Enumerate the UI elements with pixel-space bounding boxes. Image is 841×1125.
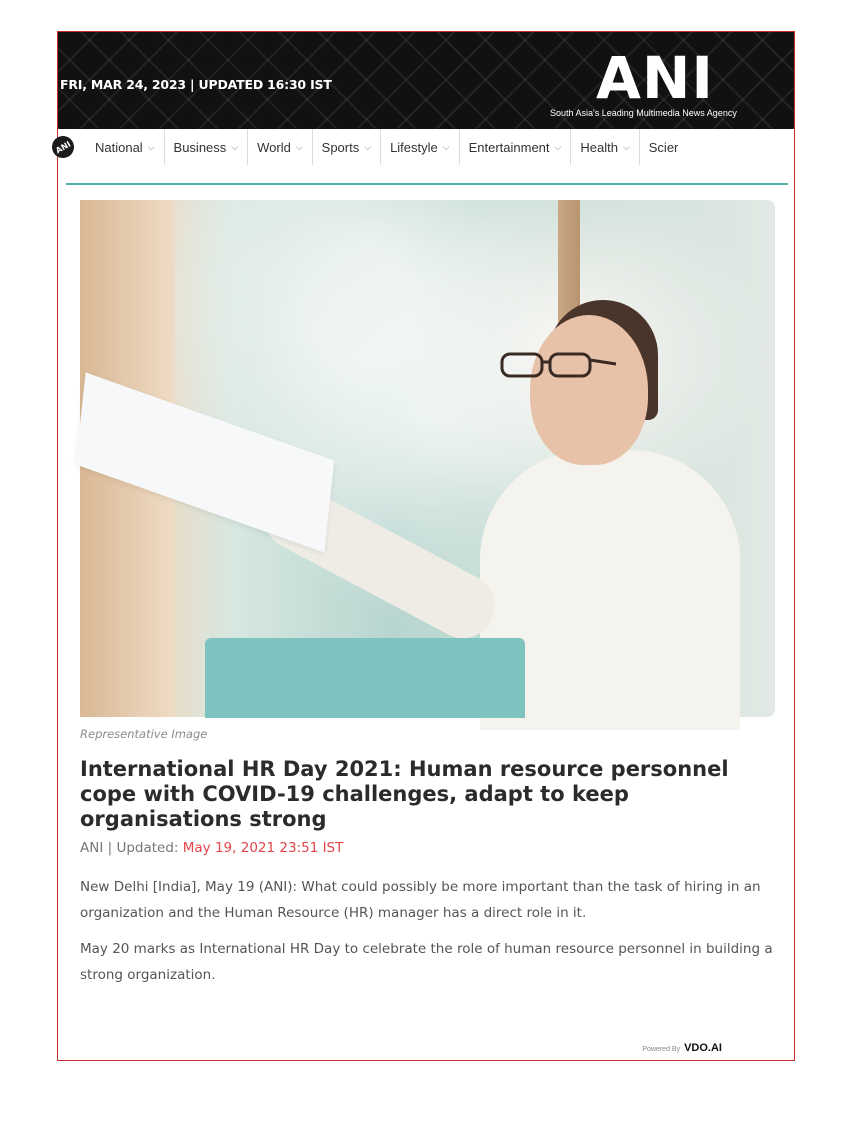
nav-item-world[interactable] (248, 129, 313, 165)
nav-item-lifestyle[interactable] (381, 129, 460, 165)
nav-item-science[interactable] (640, 129, 688, 165)
nav-item-label: Scier (648, 139, 679, 155)
chevron-down-icon: ⌵ (442, 141, 450, 152)
nav-item-label: World (257, 139, 291, 155)
image-caption: Representative Image (80, 727, 208, 741)
chevron-down-icon: ⌵ (554, 141, 562, 152)
dateline: FRI, MAR 24, 2023 | UPDATED 16:30 IST (60, 77, 332, 92)
nav-item-label: Lifestyle (390, 139, 438, 155)
nav-item-entertainment[interactable] (460, 129, 572, 165)
nav-item-label: Sports (321, 139, 360, 155)
byline (80, 840, 775, 856)
main-nav (53, 129, 794, 165)
logo-text: ANI (595, 44, 714, 112)
site-header (58, 32, 794, 129)
logo-tagline: South Asia's Leading Multimedia News Agency (550, 108, 737, 118)
nav-item-business[interactable] (165, 129, 249, 165)
nav-item-sports[interactable] (313, 129, 381, 165)
page-frame (53, 31, 795, 1061)
powered-by-label: Powered By (642, 1046, 681, 1053)
article (80, 200, 775, 988)
image-person-head (530, 315, 648, 465)
chevron-down-icon: ⌵ (364, 141, 372, 152)
powered-by-vdo[interactable] (642, 1042, 722, 1054)
nav-item-national[interactable] (86, 129, 165, 165)
hero-image[interactable] (80, 200, 775, 717)
nav-item-label: Business (173, 139, 227, 155)
nav-item-label: Entertainment (468, 139, 550, 155)
image-glasses (500, 350, 618, 380)
chevron-down-icon: ⌵ (147, 141, 155, 152)
article-headline: International HR Day 2021: Human resource personnel cope with COVID-19 challenges, adapt to keep organisations strong (80, 757, 729, 831)
chevron-down-icon: ⌵ (231, 141, 239, 152)
nav-item-label: National (95, 139, 143, 155)
article-paragraph: May 20 marks as International HR Day to celebrate the role of human resource personnel in building a strong organization. (80, 941, 773, 983)
byline-source: ANI | Updated: (80, 840, 179, 856)
byline-timestamp: May 19, 2021 23:51 IST (182, 840, 344, 856)
chevron-down-icon: ⌵ (295, 141, 303, 152)
chevron-down-icon: ⌵ (622, 141, 630, 152)
home-badge[interactable] (53, 129, 86, 165)
article-paragraph: New Delhi [India], May 19 (ANI): What could possibly be more important than the task of hiring in an organization and the Human Resource (HR) manager has a direct role in it. (80, 879, 761, 921)
ani-logo[interactable] (550, 44, 740, 124)
vdo-logo: VDO.AI (684, 1042, 722, 1054)
ani-badge-icon: ANI (48, 132, 78, 162)
nav-item-label: Health (580, 139, 618, 155)
nav-divider (66, 183, 788, 185)
image-laptop (205, 638, 525, 718)
nav-item-health[interactable] (571, 129, 639, 165)
